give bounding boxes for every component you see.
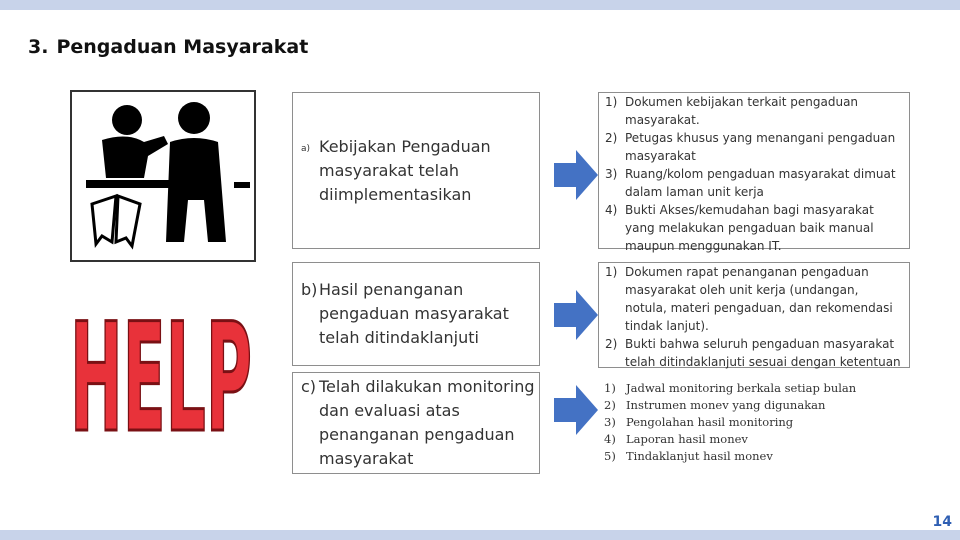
evidence-item: 1) Dokumen rapat penanganan pengaduan masyarakat oleh unit kerja (undangan, notula, materi pengaduan, dan rekomendasi tindak lanjut).: [605, 265, 893, 333]
arrow-right-icon: [554, 385, 598, 435]
evidence-box-b: [598, 262, 910, 368]
arrow-right-icon: [554, 150, 598, 200]
row-marker: b): [301, 280, 318, 299]
help-illustration: [66, 262, 256, 442]
top-accent-bar: [0, 0, 960, 10]
evidence-item: 3) Pengolahan hasil monitoring: [604, 415, 794, 429]
criterion-box-c: [292, 372, 540, 474]
criterion-label: Kebijakan Pengaduan masyarakat telah diimplementasikan: [319, 136, 491, 204]
row-marker: a): [301, 143, 311, 154]
evidence-item: 2) Instrumen monev yang digunakan: [604, 398, 826, 412]
criterion-label: Telah dilakukan monitoring dan evaluasi atas penanganan pengaduan masyarakat: [319, 377, 535, 468]
criterion-box-b: [292, 262, 540, 366]
service-desk-icon: [70, 90, 256, 262]
help-letters: HELP: [70, 292, 252, 442]
criterion-box-a: [292, 92, 540, 249]
evidence-box-a: [598, 92, 910, 253]
bottom-accent-bar: [0, 530, 960, 540]
section-number: 3.: [28, 36, 49, 58]
evidence-item: 2) Petugas khusus yang menangani pengaduan masyarakat: [605, 131, 896, 163]
section-title: Pengaduan Masyarakat: [56, 36, 309, 58]
evidence-item: 4) Bukti Akses/kemudahan bagi masyarakat yang melakukan pengaduan baik manual maupun menggunakan IT.: [605, 203, 874, 253]
row-marker: c): [301, 377, 317, 396]
evidence-item: 5) Tindaklanjut hasil monev: [604, 449, 773, 463]
page-title: [28, 36, 308, 58]
evidence-item: 1) Dokumen kebijakan terkait pengaduan masyarakat.: [605, 95, 859, 127]
evidence-item: 1) Jadwal monitoring berkala setiap bulan: [604, 381, 857, 395]
criterion-label: Hasil penanganan pengaduan masyarakat telah ditindaklanjuti: [319, 280, 509, 347]
evidence-item: 4) Laporan hasil monev: [604, 432, 748, 446]
page-number: 14: [932, 514, 952, 530]
arrow-right-icon: [554, 290, 598, 340]
evidence-list-c: [598, 380, 910, 470]
evidence-item: 2) Bukti bahwa seluruh pengaduan masyarakat telah ditindaklanjuti sesuai dengan ketentuan: [605, 337, 901, 369]
evidence-item: 3) Ruang/kolom pengaduan masyarakat dimuat dalam laman unit kerja: [605, 167, 896, 199]
